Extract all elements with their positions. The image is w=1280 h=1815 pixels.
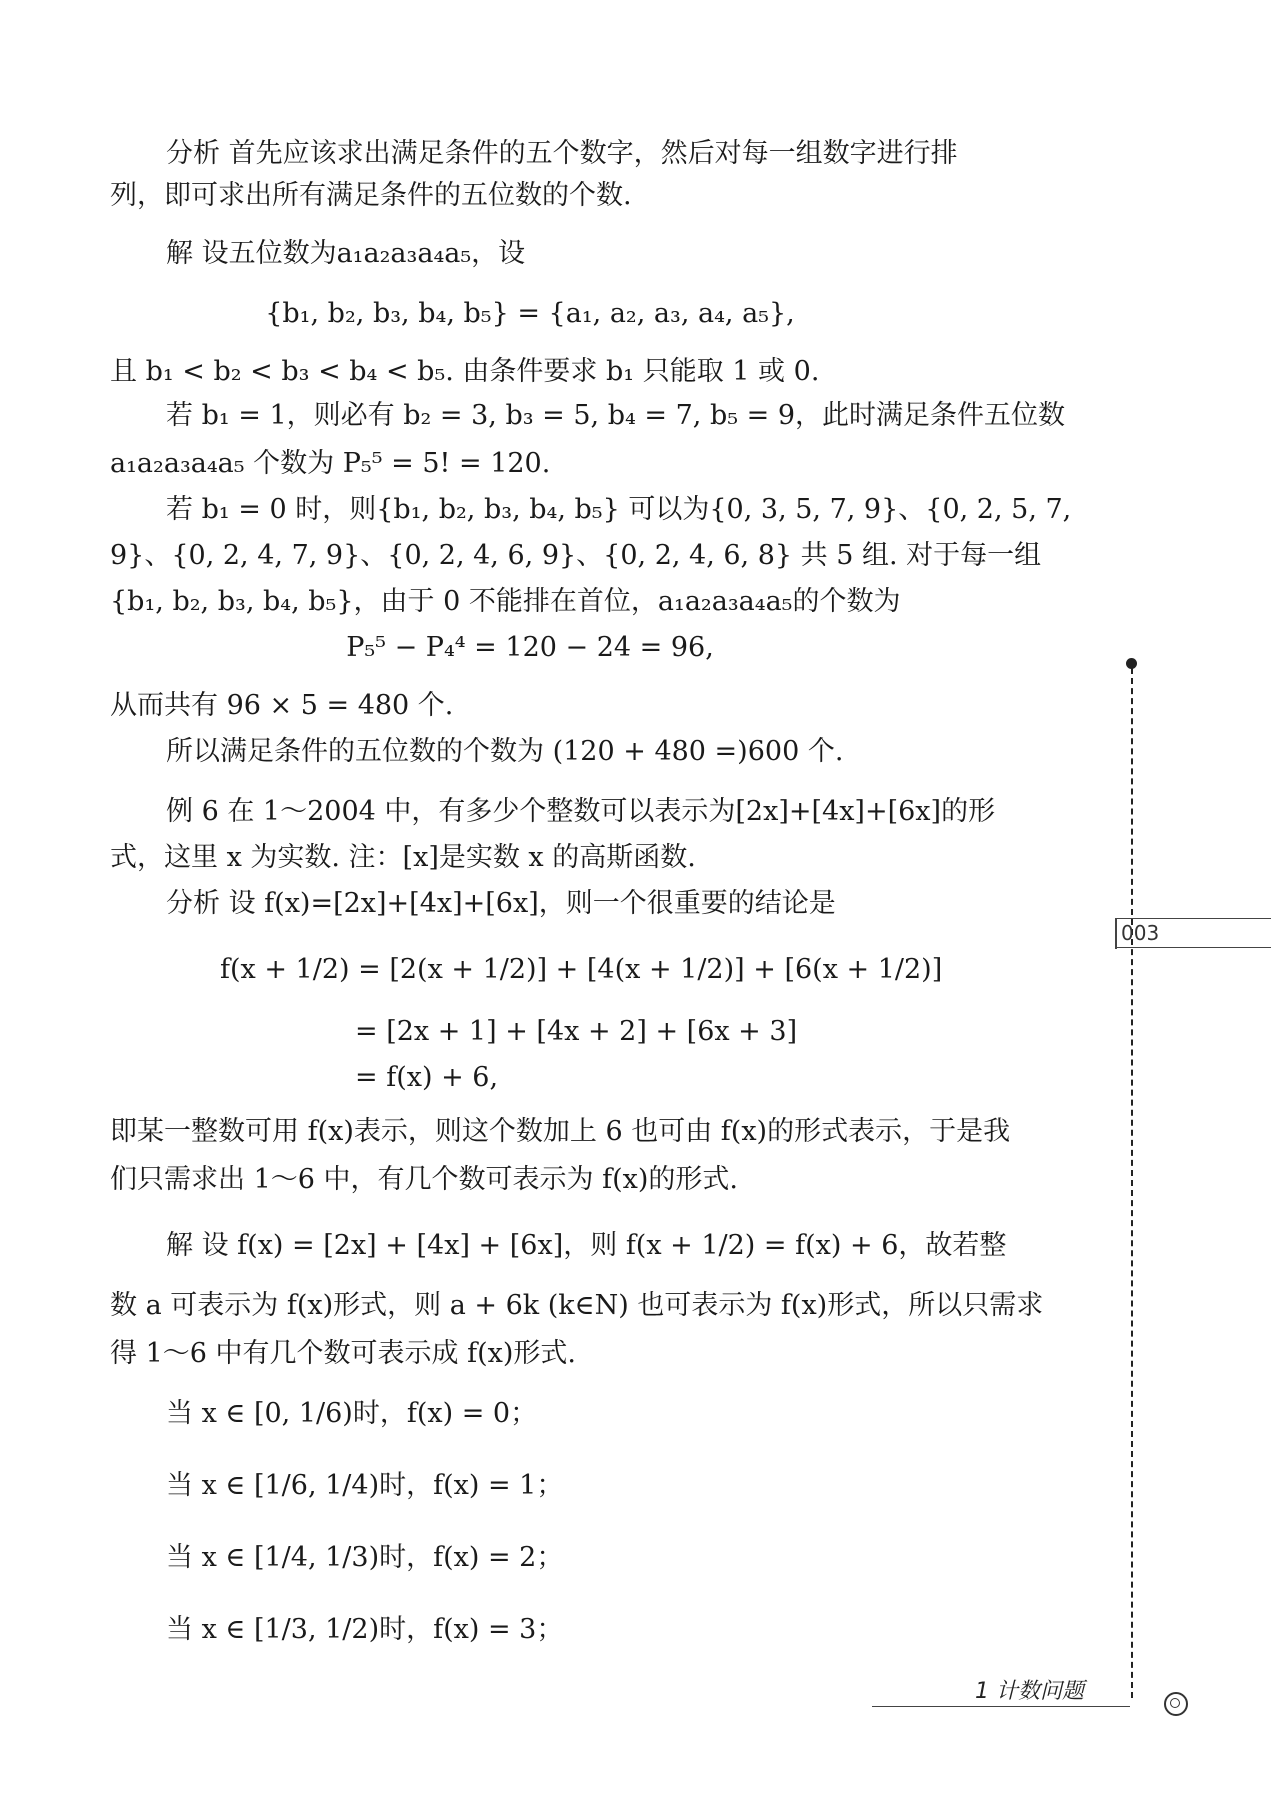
chapter-label: 1 计数问题 <box>975 1679 1084 1704</box>
equation: P₅⁵ − P₄⁴ = 120 − 24 = 96, <box>346 632 714 663</box>
example-heading: 例 6 在 1～2004 中，有多少个整数可以表示为[2x]+[4x]+[6x]的形 <box>166 796 996 827</box>
footer-rule <box>872 1706 1130 1707</box>
text-line: 解 设 f(x) = [2x] + [4x] + [6x]，则 f(x + 1/2) = f(x) + 6，故若整 <box>166 1230 1007 1261</box>
text-line: 从而共有 96 × 5 = 480 个. <box>110 690 454 721</box>
text-line: 当 x ∈ [0, 1/6)时，f(x) = 0； <box>166 1398 538 1429</box>
text-line: 当 x ∈ [1/6, 1/4)时，f(x) = 1； <box>166 1470 564 1501</box>
text-line: 式，这里 x 为实数. 注：[x]是实数 x 的高斯函数. <box>110 842 696 873</box>
text-line: 解 设五位数为a₁a₂a₃a₄a₅，设 <box>166 238 526 269</box>
text-line: 得 1～6 中有几个数可表示成 f(x)形式. <box>110 1338 576 1369</box>
text-line: 数 a 可表示为 f(x)形式，则 a + 6k (k∈N) 也可表示为 f(x)形式，所以只需求 <box>110 1290 1044 1321</box>
text-line: 9}、{0, 2, 4, 7, 9}、{0, 2, 4, 6, 9}、{0, 2, 4, 6, 8} 共 5 组. 对于每一组 <box>110 540 1042 571</box>
page-number: 003 <box>1115 918 1271 948</box>
footer-circle-icon <box>1164 1692 1188 1716</box>
text-line: 若 b₁ = 1，则必有 b₂ = 3, b₃ = 5, b₄ = 7, b₅ = 9，此时满足条件五位数 <box>166 400 1066 431</box>
equation: {b₁, b₂, b₃, b₄, b₅} = {a₁, a₂, a₃, a₄, a₅}, <box>265 298 795 329</box>
sidebar-dashed-line <box>1131 668 1133 1698</box>
text-line: 若 b₁ = 0 时，则{b₁, b₂, b₃, b₄, b₅} 可以为{0, 3, 5, 7, 9}、{0, 2, 5, 7, <box>166 494 1072 525</box>
text-line: {b₁, b₂, b₃, b₄, b₅}，由于 0 不能排在首位，a₁a₂a₃a₄a₅的个数为 <box>110 586 901 617</box>
text-line: 即某一整数可用 f(x)表示，则这个数加上 6 也可由 f(x)的形式表示，于是我 <box>110 1116 1011 1147</box>
text-line: 列，即可求出所有满足条件的五位数的个数. <box>110 180 632 211</box>
equation: f(x + 1/2) = [2(x + 1/2)] + [4(x + 1/2)] + [6(x + 1/2)] <box>220 954 943 985</box>
text-line: 所以满足条件的五位数的个数为 (120 + 480 =)600 个. <box>166 736 844 767</box>
equation: = f(x) + 6, <box>355 1062 499 1093</box>
text-line: 且 b₁ < b₂ < b₃ < b₄ < b₅. 由条件要求 b₁ 只能取 1 或 0. <box>110 356 820 387</box>
text-line: 分析 设 f(x)=[2x]+[4x]+[6x]，则一个很重要的结论是 <box>166 888 836 919</box>
text-line: 分析 首先应该求出满足条件的五个数字，然后对每一组数字进行排 <box>166 138 958 169</box>
equation: = [2x + 1] + [4x + 2] + [6x + 3] <box>355 1016 798 1047</box>
text-line: 们只需求出 1～6 中，有几个数可表示为 f(x)的形式. <box>110 1164 738 1195</box>
text-line: 当 x ∈ [1/3, 1/2)时，f(x) = 3； <box>166 1614 564 1645</box>
text-line: a₁a₂a₃a₄a₅ 个数为 P₅⁵ = 5! = 120. <box>110 448 551 479</box>
text-line: 当 x ∈ [1/4, 1/3)时，f(x) = 2； <box>166 1542 564 1573</box>
